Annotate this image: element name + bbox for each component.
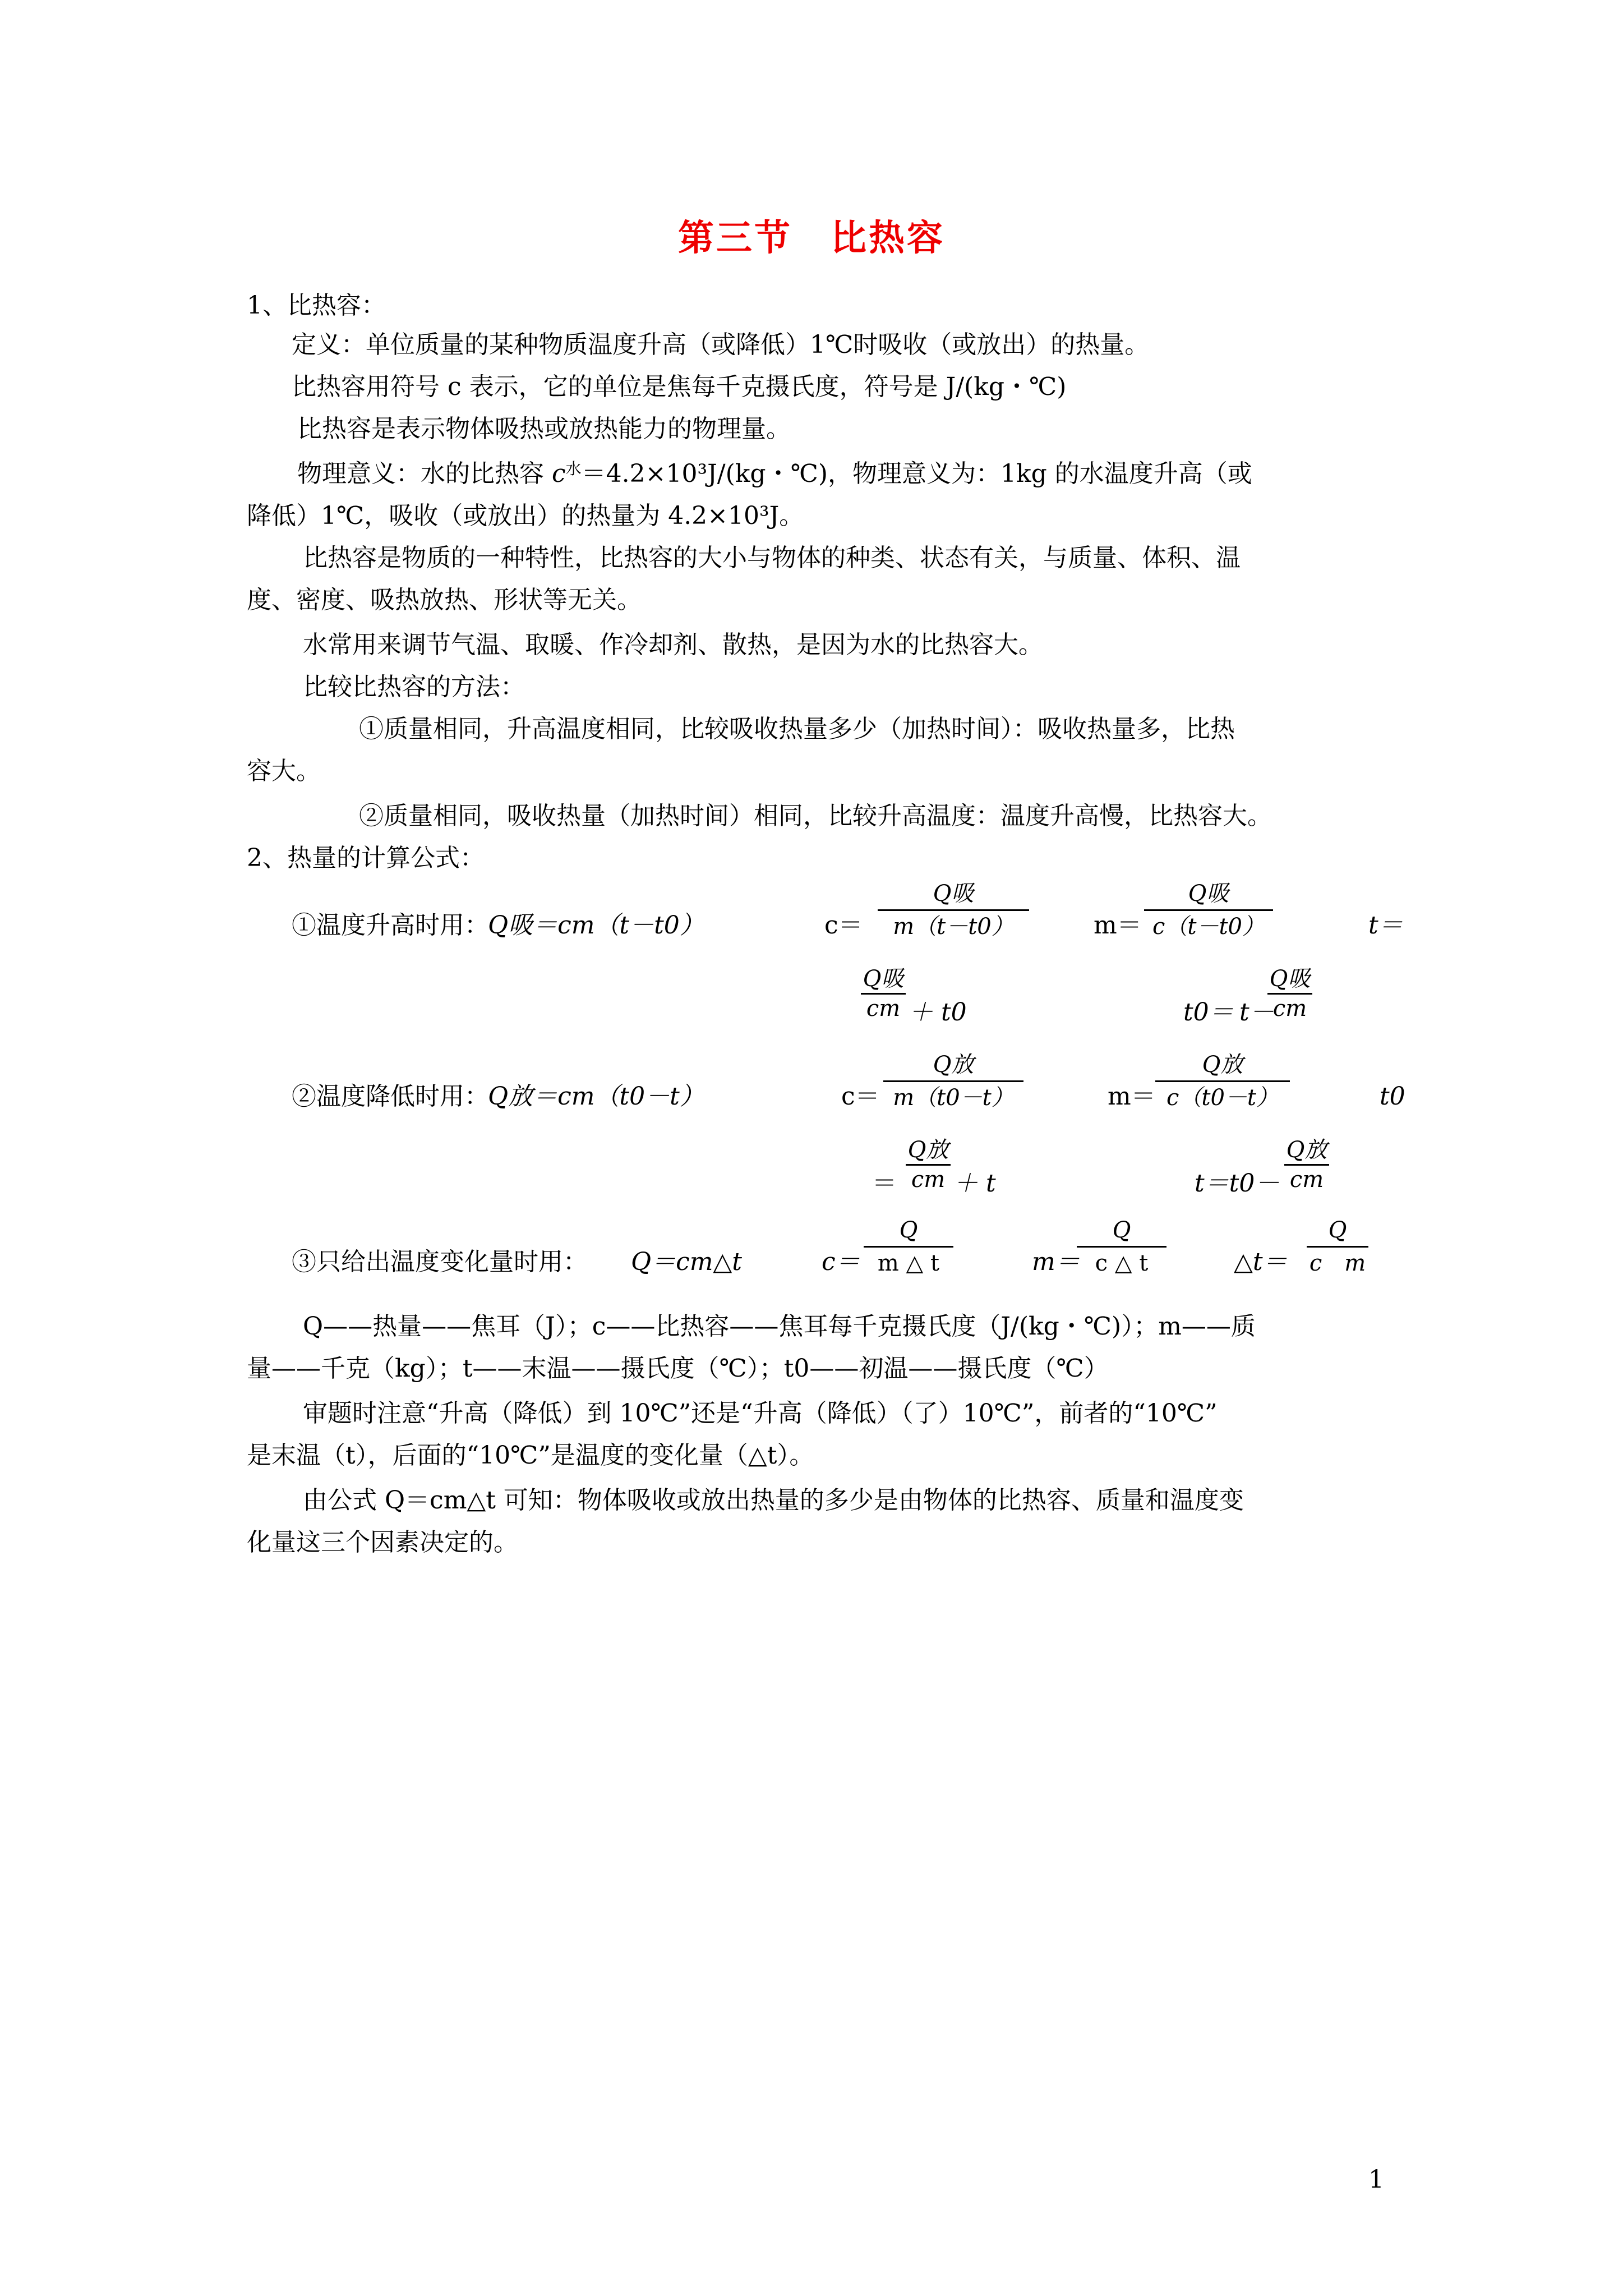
row3-m-eq: m＝ (1032, 1248, 1080, 1276)
row1-c-fraction (878, 878, 1029, 942)
row3-c-denominator: m △ t (877, 1250, 940, 1276)
row2-t-eq: ＝ (872, 1169, 897, 1198)
row2-m-fraction (1155, 1049, 1290, 1114)
row3-m-fraction (1077, 1214, 1166, 1279)
page-number: 1 (1368, 2165, 1384, 2194)
row3-c-numerator: Q (864, 1214, 953, 1248)
meaning-text: 比热容是表示物体吸热或放热能力的物理量。 (297, 415, 791, 443)
section-2-heading: 2、热量的计算公式： (247, 844, 485, 872)
page-title: 第三节 比热容 (678, 217, 945, 259)
attention-line-1: 审题时注意“升高（降低）到 10℃”还是“升高（降低）（了）10℃”，前者的“10℃” (303, 1399, 1218, 1428)
units-line-2: 量——千克（kg）；t——末温——摄氏度（℃）；t0——初温——摄氏度（℃） (247, 1354, 1109, 1383)
row2-c-eq: c＝ (841, 1082, 880, 1111)
row1-c-eq: c＝ (824, 911, 863, 940)
physical-meaning-line-2: 降低）1℃，吸收（或放出）的热量为 4.2×10³J。 (247, 501, 804, 530)
compare-method-2: ②质量相同，吸收热量（加热时间）相同，比较升高温度：温度升高慢，比热容大。 (359, 802, 1272, 830)
row1-plus-t0: ＋ t0 (909, 998, 967, 1027)
row2-m-denominator: c（t0－t） (1166, 1085, 1279, 1111)
row2-t0-fraction (1284, 1136, 1329, 1194)
row2-t0-numerator: Q放 (1284, 1136, 1329, 1166)
row3-c-eq: c＝ (822, 1248, 860, 1276)
row2-label: ②温度降低时用： (292, 1082, 489, 1111)
row3-m-numerator: Q (1077, 1214, 1166, 1248)
row1-m-denominator: c（t－t0） (1152, 914, 1265, 940)
water-use-text: 水常用来调节气温、取暖、作冷却剂、散热，是因为水的比热容大。 (303, 631, 1043, 659)
row1-t0-eq: t0＝ (1183, 998, 1234, 1027)
row1-formula: Q吸＝cm（t－t0） (488, 911, 704, 940)
conclusion-line-2: 化量这三个因素决定的。 (247, 1528, 518, 1557)
row1-t-fraction (861, 965, 906, 1023)
row3-formula: Q＝cm△t (631, 1248, 742, 1276)
row2-plus-t: ＋ t (953, 1169, 996, 1198)
row2-t0-denominator: cm (1289, 1167, 1324, 1193)
row2-t-denominator: cm (911, 1167, 946, 1193)
row2-t-numerator: Q放 (906, 1136, 951, 1166)
row3-c-fraction (864, 1214, 953, 1279)
row1-t0-denominator: cm (1272, 996, 1307, 1022)
c-symbol: c (552, 459, 566, 488)
row3-label: ③只给出温度变化量时用： (292, 1248, 588, 1276)
attention-line-2: 是末温（t），后面的“10℃”是温度的变化量（△t）。 (247, 1441, 814, 1470)
row2-c-fraction (883, 1049, 1023, 1114)
row1-c-denominator: m（t－t0） (893, 914, 1014, 940)
row3-dt-denominator: c m (1309, 1250, 1366, 1276)
row2-formula: Q放＝cm（t0－t） (488, 1082, 704, 1111)
row2-c-numerator: Q放 (883, 1049, 1023, 1082)
property-line-1: 比热容是物质的一种特性，比热容的大小与物体的种类、状态有关，与质量、体积、温 (303, 544, 1241, 572)
row1-m-fraction (1144, 878, 1273, 942)
physical-meaning-line-1 (297, 457, 1252, 494)
row2-t0-label: t0 (1380, 1082, 1405, 1111)
row1-m-eq: m＝ (1094, 911, 1142, 940)
row1-t0-fraction (1267, 965, 1312, 1023)
row1-t-minus: t－ (1239, 998, 1274, 1027)
definition-text: 定义：单位质量的某种物质温度升高（或降低）1℃时吸收（或放出）的热量。 (292, 330, 1150, 359)
row3-m-denominator: c △ t (1095, 1250, 1149, 1276)
row3-dt-numerator: Q (1307, 1214, 1368, 1248)
row2-c-denominator: m（t0－t） (893, 1085, 1014, 1111)
row2-t-fraction (906, 1136, 951, 1194)
row3-dt-eq: △t＝ (1234, 1248, 1288, 1276)
row1-t-eq: t＝ (1368, 911, 1403, 940)
row1-m-numerator: Q吸 (1144, 878, 1273, 911)
physical-meaning-prefix: 物理意义：水的比热容 (297, 459, 552, 488)
row1-t0-numerator: Q吸 (1267, 965, 1312, 995)
conclusion-line-1: 由公式 Q＝cm△t 可知：物体吸收或放出热量的多少是由物体的比热容、质量和温度变 (303, 1486, 1244, 1515)
row2-m-numerator: Q放 (1155, 1049, 1290, 1082)
row1-t-denominator: cm (866, 996, 901, 1022)
row1-label: ①温度升高时用： (292, 911, 489, 940)
symbol-text: 比热容用符号 c 表示，它的单位是焦每千克摄氏度，符号是 J/(kg・℃) (292, 372, 1067, 401)
section-1-heading: 1、比热容： (247, 291, 386, 320)
physical-meaning-rest: ＝4.2×10³J/(kg・℃)，物理意义为：1kg 的水温度升高（或 (581, 459, 1252, 488)
row1-t-numerator: Q吸 (861, 965, 906, 995)
units-line-1: Q——热量——焦耳（J）；c——比热容——焦耳每千克摄氏度（J/(kg・℃)）；m——质 (303, 1312, 1256, 1341)
property-line-2: 度、密度、吸热放热、形状等无关。 (247, 586, 642, 614)
row1-c-numerator: Q吸 (878, 878, 1029, 911)
row3-dt-fraction (1307, 1214, 1368, 1279)
compare-method-1b: 容大。 (247, 757, 321, 785)
row2-t0-minus: t＝t0－ (1195, 1169, 1280, 1198)
compare-heading: 比较比热容的方法： (303, 673, 525, 701)
water-subscript: 水 (565, 459, 582, 478)
compare-method-1a: ①质量相同，升高温度相同，比较吸收热量多少（加热时间）：吸收热量多，比热 (359, 715, 1235, 743)
row2-m-eq: m＝ (1108, 1082, 1156, 1111)
